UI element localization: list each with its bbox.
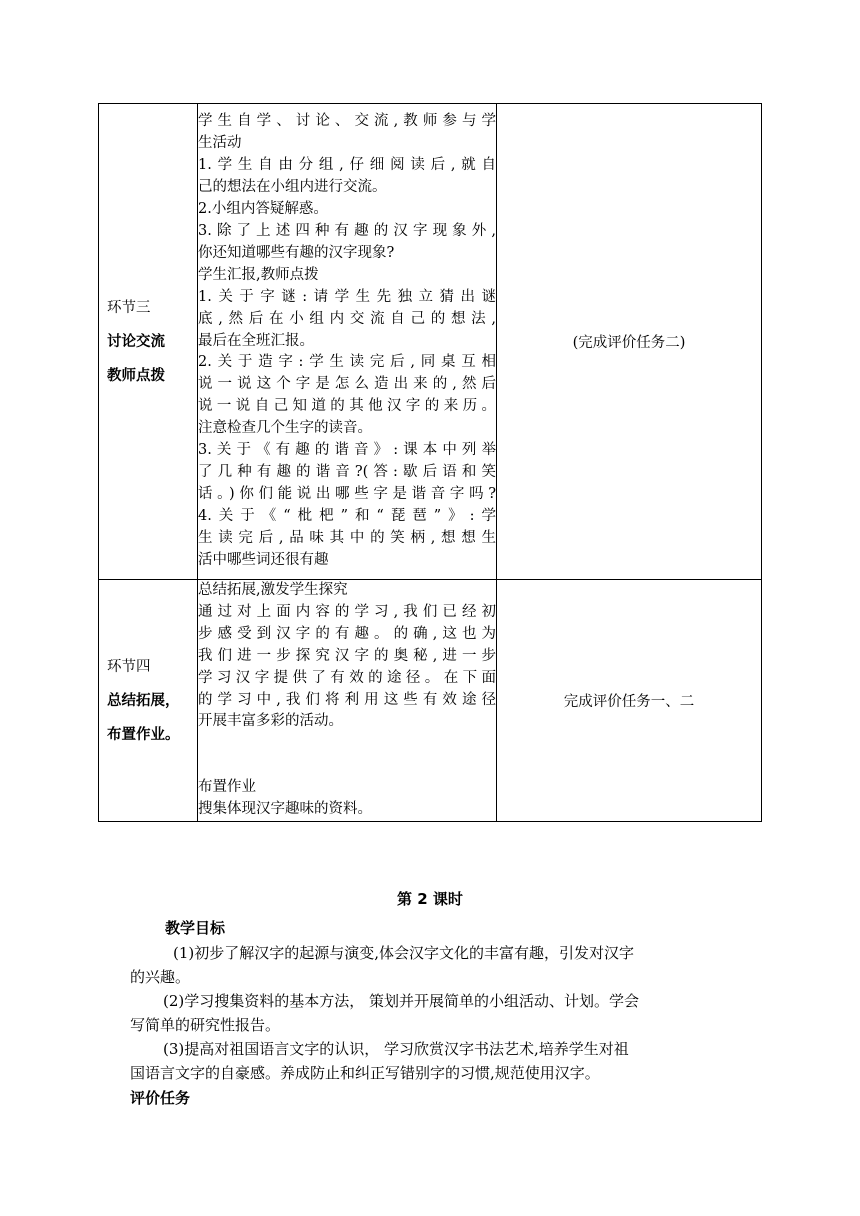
activity-line: 3.关于《有趣的谐音》:课本中列举 bbox=[198, 442, 496, 459]
lesson-title: 第 2 课时 bbox=[397, 890, 463, 908]
stage-cell bbox=[99, 104, 198, 580]
stage-label: 环节四 bbox=[107, 658, 151, 675]
objective-line: (3)提高对祖国语言文字的认识， 学习欣赏汉字书法艺术,培养学生对祖 bbox=[163, 1040, 629, 1058]
stage-subtitle: 教师点拨 bbox=[107, 367, 165, 384]
activity-line: 生读完后,品味其中的笑柄,想想生 bbox=[198, 529, 496, 546]
stage-subtitle: 布置作业。 bbox=[107, 726, 180, 743]
objective-line: (2)学习搜集资料的基本方法， 策划并开展简单的小组活动、计划。学会 bbox=[163, 992, 640, 1010]
activity-line: 我们进一步探究汉字的奥秘,进一步 bbox=[198, 647, 496, 664]
table-row bbox=[99, 580, 762, 822]
activity-line: 3.除了上述四种有趣的汉字现象外, bbox=[198, 223, 496, 240]
activity-cell bbox=[198, 580, 497, 822]
objective-line: 国语言文字的自豪感。养成防止和纠正写错别字的习惯,规范使用汉字。 bbox=[130, 1064, 600, 1082]
activity-line: 说一说自己知道的其他汉字的来历。 bbox=[198, 398, 496, 415]
evaluation-heading: 评价任务 bbox=[130, 1089, 191, 1107]
stage-label: 环节三 bbox=[107, 299, 151, 316]
spacer bbox=[198, 755, 496, 777]
activity-line: 1.学生自由分组,仔细阅读后,就自 bbox=[198, 157, 496, 174]
activity-line: 开展丰富多彩的活动。 bbox=[198, 713, 343, 730]
activity-line: 的学习中,我们将利用这些有效途径 bbox=[198, 691, 496, 708]
activity-line: 生活动 bbox=[198, 135, 242, 152]
activity-line: 搜集体现汉字趣味的资料。 bbox=[198, 801, 372, 818]
activity-line: 总结拓展,激发学生探究 bbox=[198, 582, 348, 598]
activity-line: 注意检查几个生字的读音。 bbox=[198, 420, 372, 437]
activity-line: 底,然后在小组内交流自己的想法, bbox=[198, 310, 496, 327]
activity-line: 2.小组内答疑解惑。 bbox=[198, 201, 328, 218]
activity-line: 说一说这个字是怎么造出来的,然后 bbox=[198, 376, 496, 393]
activity-line: 最后在全班汇报。 bbox=[198, 332, 314, 349]
activity-line: 步感受到汉字的有趣。的确,这也为 bbox=[198, 625, 496, 642]
objective-line: 写简单的研究性报告。 bbox=[130, 1016, 281, 1034]
table-row bbox=[99, 104, 762, 580]
lesson-plan-table bbox=[98, 103, 762, 822]
activity-line: 4.关于《“枇杷”和“琵琶”》:学 bbox=[198, 507, 496, 524]
stage-title: 讨论交流 bbox=[107, 333, 165, 350]
objective-line: 的兴趣。 bbox=[130, 968, 191, 986]
activity-line: 活中哪些词还很有趣 bbox=[198, 551, 329, 568]
activity-line: 学习汉字提供了有效的途径。在下面 bbox=[198, 669, 496, 686]
stage-cell bbox=[99, 580, 198, 822]
objectives-heading: 教学目标 bbox=[165, 919, 226, 937]
activity-line: 2.关于造字:学生读完后,同桌互相 bbox=[198, 354, 496, 371]
activity-line: 学生自学、讨论、交流,教师参与学 bbox=[198, 113, 496, 130]
activity-line: 1.关于字谜:请学生先独立猜出谜 bbox=[198, 288, 496, 305]
activity-line: 己的想法在小组内进行交流。 bbox=[198, 179, 387, 196]
activity-line: 学生汇报,教师点拨 bbox=[198, 266, 319, 283]
stage-title: 总结拓展， bbox=[107, 692, 180, 709]
activity-line: 你还知道哪些有趣的汉字现象? bbox=[198, 244, 395, 261]
activity-line: 了几种有趣的谐音?(答:歇后语和笑 bbox=[198, 463, 496, 480]
activity-line: 话。)你们能说出哪些字是谐音字吗? bbox=[198, 485, 496, 502]
activity-line: 布置作业 bbox=[198, 779, 256, 796]
objective-line: (1)初步了解汉字的起源与演变,体会汉字文化的丰富有趣，引发对汉字 bbox=[173, 944, 635, 962]
spacer bbox=[198, 733, 496, 755]
activity-line: 通过对上面内容的学习,我们已经初 bbox=[198, 603, 496, 620]
activity-cell bbox=[198, 104, 497, 580]
evaluation-cell: 完成评价任务一、二 bbox=[497, 580, 762, 822]
evaluation-cell: (完成评价任务二) bbox=[497, 104, 762, 580]
